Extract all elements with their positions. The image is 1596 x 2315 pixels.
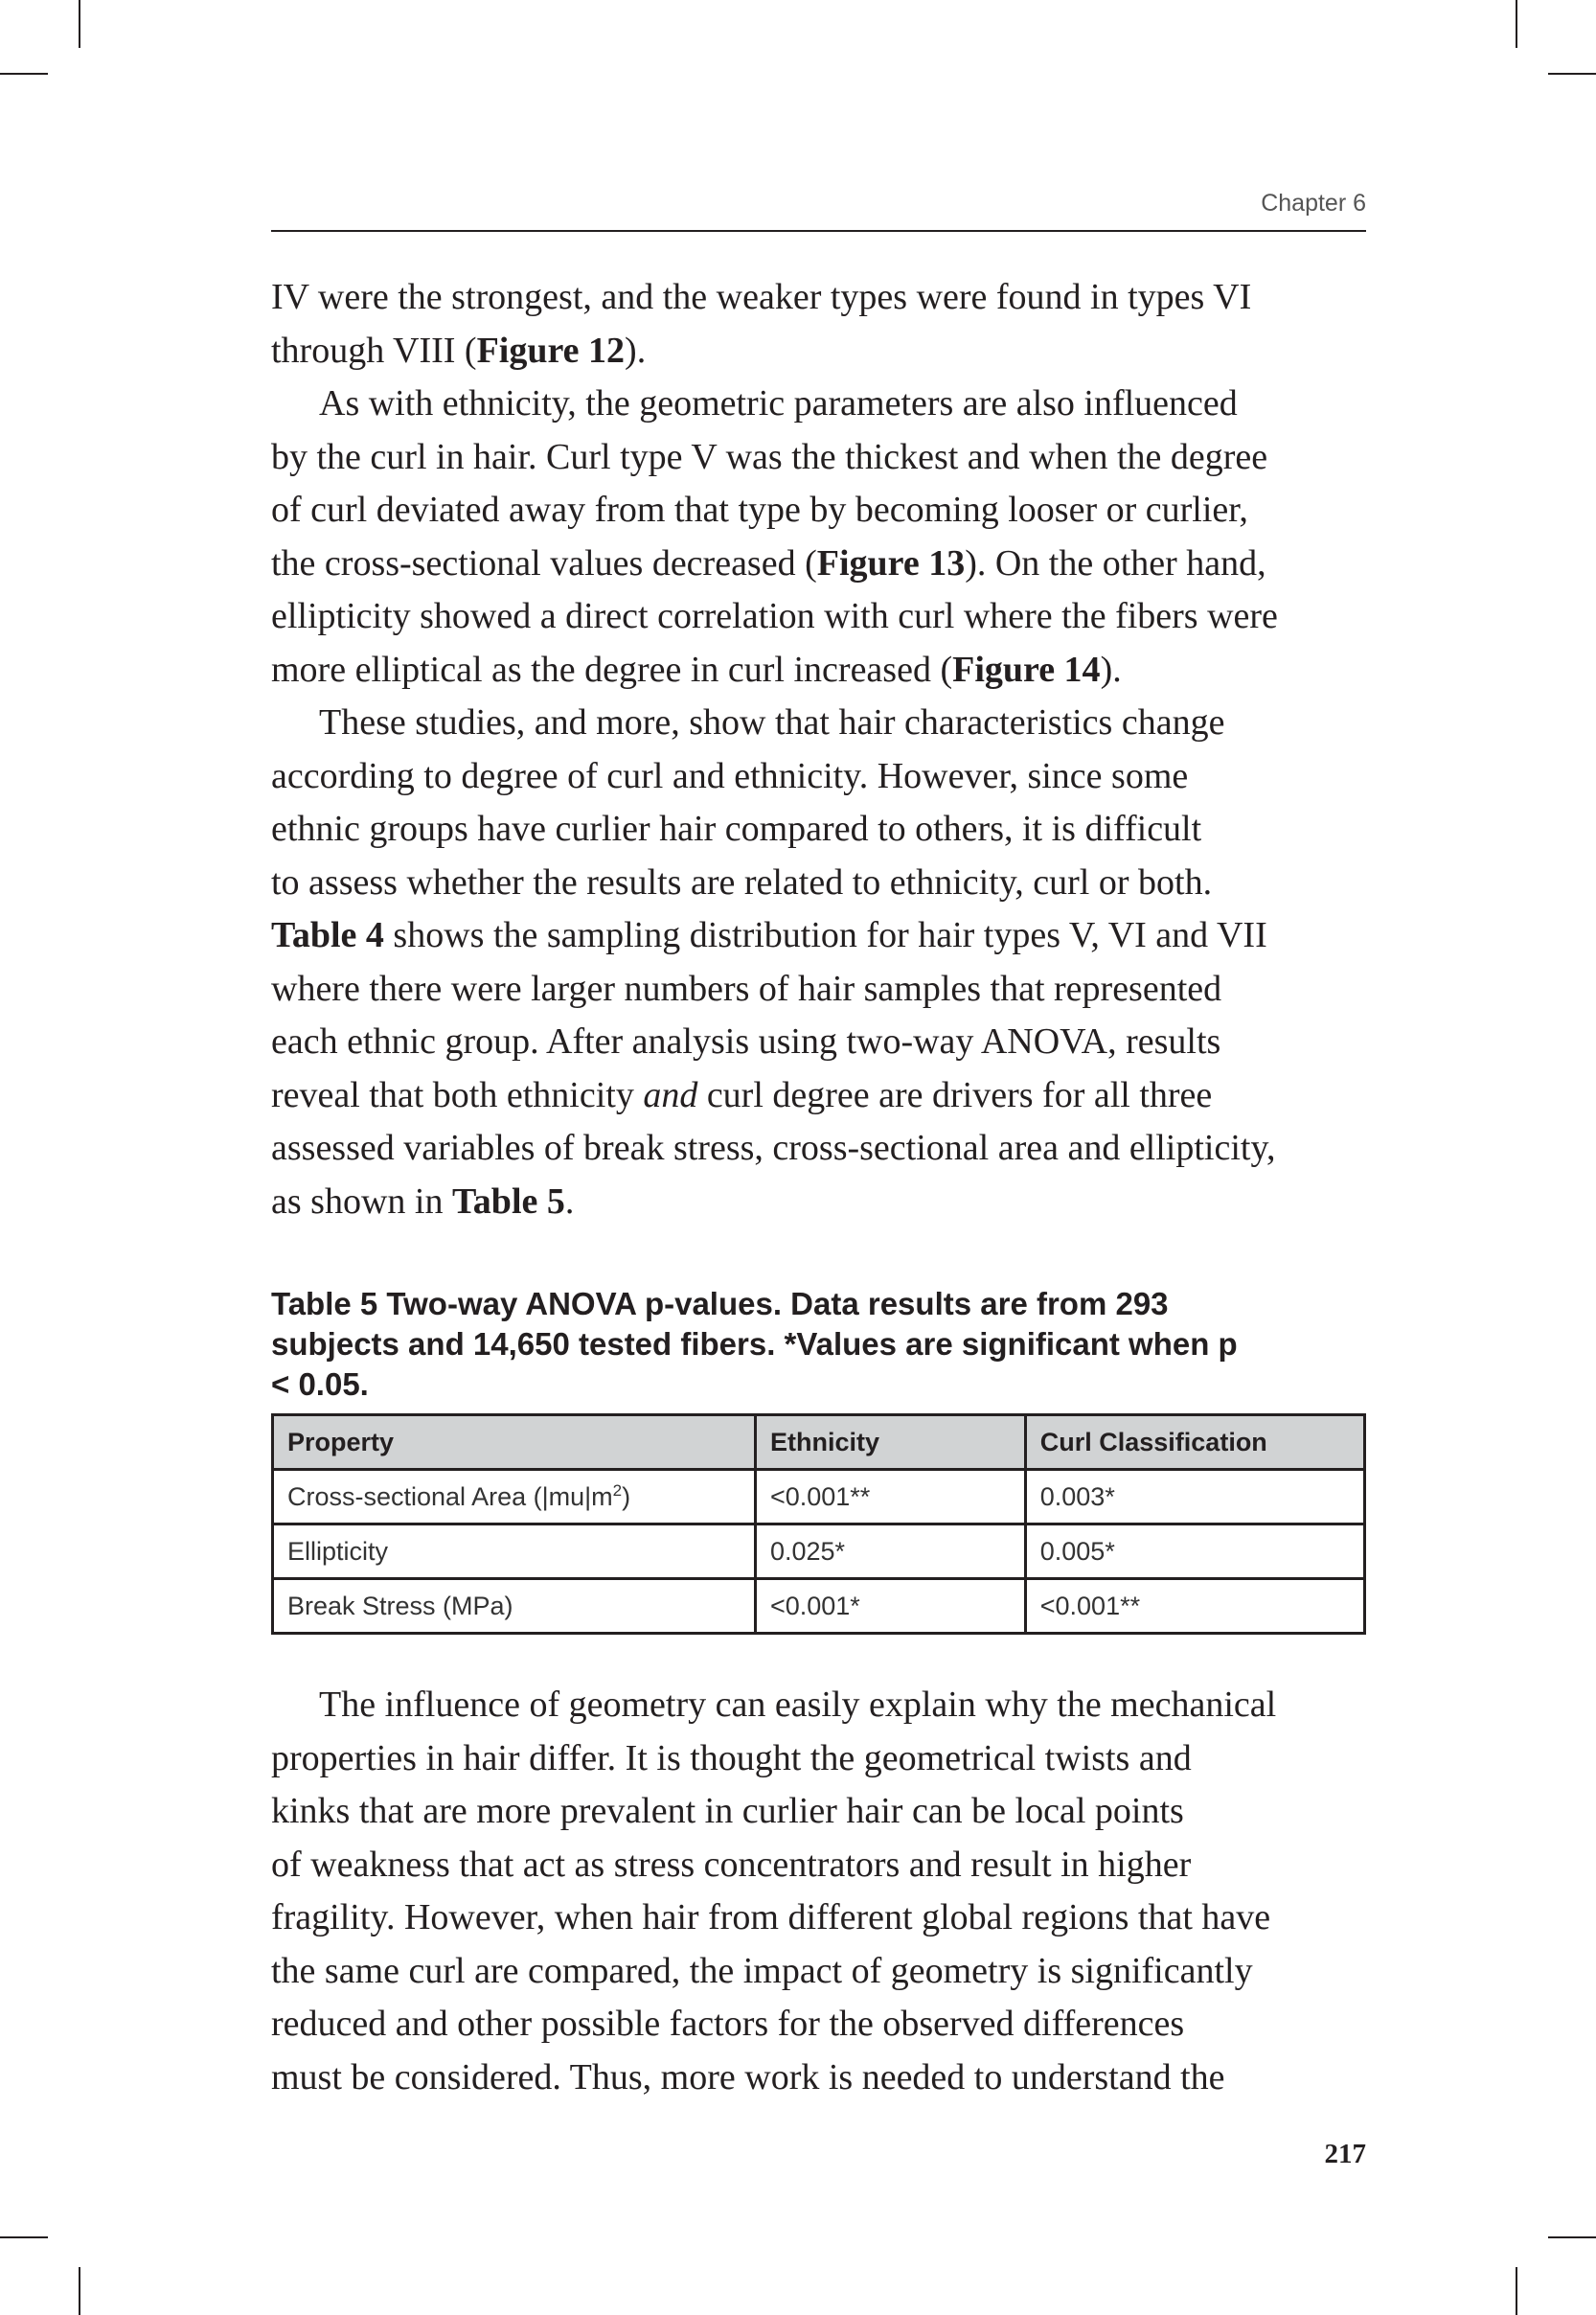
column-header: Property	[273, 1415, 756, 1470]
body-text-bottom	[271, 1679, 1371, 2104]
text-line: the cross-sectional values decreased (Figure 13). On the other hand,	[271, 542, 1266, 584]
page-number: 217	[1324, 2139, 1366, 2169]
text-line: as shown in Table 5.	[271, 1180, 575, 1222]
emphasis: and	[643, 1074, 698, 1115]
table-cell: Ellipticity	[273, 1524, 756, 1579]
crop-mark	[79, 0, 80, 48]
text-line: ellipticity showed a direct correlation with curl where the fibers were	[271, 596, 1278, 636]
table-cell: 0.025*	[755, 1524, 1025, 1579]
body-text-top	[271, 271, 1371, 1228]
crop-mark	[1548, 73, 1596, 75]
text-line: through VIII (Figure 12).	[271, 330, 647, 371]
table-row	[273, 1470, 1365, 1524]
table-cell: Cross-sectional Area $(|mu|m^2)$	[273, 1470, 756, 1524]
text-line: assessed variables of break stress, cross-sectional area and ellipticity,	[271, 1128, 1276, 1168]
text-line: properties in hair differ. It is thought the geometrical twists and	[271, 1737, 1192, 1778]
text-line: Table 4 shows the sampling distribution for hair types V, VI and VII	[271, 915, 1267, 955]
table-row	[273, 1524, 1365, 1579]
running-head	[271, 188, 1366, 232]
table-cell: Break Stress (MPa)	[273, 1579, 756, 1634]
figure-ref: Figure 13	[816, 542, 966, 584]
figure-ref: Figure 14	[952, 649, 1101, 690]
table-ref: Table 4	[271, 915, 384, 955]
text-line: by the curl in hair. Curl type V was the thickest and when the degree	[271, 436, 1268, 477]
figure-ref: Figure 12	[476, 330, 626, 371]
text-line: must be considered. Thus, more work is needed to understand the	[271, 2056, 1225, 2097]
table-cell: <0.001**	[1025, 1579, 1364, 1634]
text-line: kinks that are more prevalent in curlier hair can be local points	[271, 1791, 1184, 1831]
text-line: the same curl are compared, the impact of geometry is significantly	[271, 1950, 1253, 1991]
text-line: The influence of geometry can easily explain why the mechanical	[319, 1685, 1277, 1725]
crop-mark	[0, 2236, 48, 2238]
text-line: more elliptical as the degree in curl increased (Figure 14).	[271, 649, 1122, 690]
text-line: IV were the strongest, and the weaker types were found in types VI	[271, 277, 1252, 317]
column-header: Ethnicity	[755, 1415, 1025, 1470]
chapter-label: Chapter 6	[1261, 190, 1366, 217]
text-line: to assess whether the results are related to ethnicity, curl or both.	[271, 861, 1213, 903]
crop-mark	[1516, 0, 1517, 48]
table-cell: <0.001*	[755, 1579, 1025, 1634]
table-row	[273, 1579, 1365, 1634]
text-line: As with ethnicity, the geometric parameters are also influenced	[319, 383, 1238, 424]
anova-table	[271, 1413, 1366, 1635]
text-line: fragility. However, when hair from different global regions that have	[271, 1897, 1271, 1937]
table-cell: 0.005*	[1025, 1524, 1364, 1579]
text-line: reveal that both ethnicity and curl degree are drivers for all three	[271, 1074, 1213, 1115]
table-header-row	[273, 1415, 1365, 1470]
text-line: ethnic groups have curlier hair compared to others, it is difficult	[271, 809, 1202, 849]
text-line: of weakness that act as stress concentrators and result in higher	[271, 1844, 1192, 1885]
text-line: according to degree of curl and ethnicity. However, since some	[271, 755, 1189, 796]
text-line: where there were larger numbers of hair samples that represented	[271, 968, 1222, 1009]
crop-mark	[1548, 2236, 1596, 2238]
text-line: reduced and other possible factors for the observed differences	[271, 2004, 1185, 2044]
crop-mark	[0, 73, 48, 75]
text-line: of curl deviated away from that type by becoming looser or curlier,	[271, 490, 1248, 530]
table-cell: <0.001**	[755, 1470, 1025, 1524]
crop-mark	[79, 2267, 80, 2315]
table-caption: Table 5 Two-way ANOVA p-values. Data results are from 293 subjects and 14,650 tested fibers. *Values are significant when p < 0.05.	[271, 1286, 1238, 1402]
table-ref: Table 5	[451, 1180, 565, 1222]
table-cell: 0.003*	[1025, 1470, 1364, 1524]
text-line: These studies, and more, show that hair characteristics change	[319, 702, 1225, 743]
text-line: each ethnic group. After analysis using two-way ANOVA, results	[271, 1021, 1221, 1062]
column-header: Curl Classification	[1025, 1415, 1364, 1470]
crop-mark	[1516, 2267, 1517, 2315]
